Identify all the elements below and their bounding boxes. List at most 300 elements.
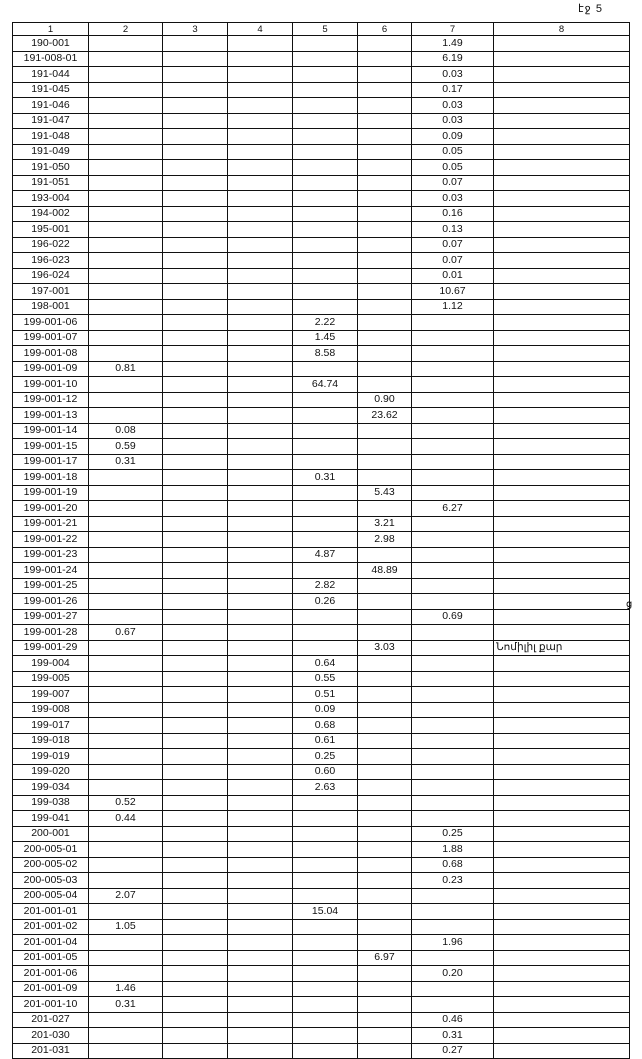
value-cell (412, 547, 494, 563)
note-cell (494, 408, 630, 424)
value-cell (358, 733, 412, 749)
value-cell (89, 36, 163, 52)
note-cell (494, 966, 630, 982)
value-cell (163, 299, 228, 315)
value-cell (163, 935, 228, 951)
value-cell (163, 950, 228, 966)
table-row (13, 346, 630, 362)
value-cell (358, 315, 412, 331)
value-cell (228, 950, 293, 966)
value-cell (293, 950, 358, 966)
value-cell: 0.59 (89, 439, 163, 455)
value-cell (228, 733, 293, 749)
value-cell (358, 1043, 412, 1059)
value-cell (89, 1028, 163, 1044)
value-cell (163, 36, 228, 52)
value-cell (358, 625, 412, 641)
value-cell (293, 981, 358, 997)
value-cell (358, 749, 412, 765)
value-cell (228, 826, 293, 842)
value-cell (228, 113, 293, 129)
table-row (13, 144, 630, 160)
note-cell (494, 594, 633, 610)
value-cell (293, 222, 358, 238)
value-cell: 0.17 (412, 82, 494, 98)
table-row (13, 470, 630, 486)
value-cell (163, 346, 228, 362)
note-cell (494, 315, 630, 331)
note-cell (494, 253, 630, 269)
value-cell: 48.89 (358, 563, 412, 579)
value-cell: 4.87 (293, 547, 358, 563)
table-row (13, 454, 630, 470)
table-row (13, 485, 630, 501)
value-cell: 2.22 (293, 315, 358, 331)
parcel-code-cell: 200-005-03 (13, 873, 89, 889)
value-cell (358, 253, 412, 269)
value-cell (228, 811, 293, 827)
table-row (13, 904, 630, 920)
value-cell (293, 625, 358, 641)
value-cell (293, 36, 358, 52)
parcel-code-cell: 191-045 (13, 82, 89, 98)
value-cell (163, 842, 228, 858)
value-cell (228, 160, 293, 176)
table-header-row (13, 23, 630, 36)
parcel-code-cell: 191-047 (13, 113, 89, 129)
value-cell (89, 191, 163, 207)
value-cell (89, 594, 163, 610)
value-cell (293, 423, 358, 439)
value-cell (412, 346, 494, 362)
note-cell (494, 284, 630, 300)
parcel-code-cell: 199-034 (13, 780, 89, 796)
value-cell (89, 563, 163, 579)
note-cell (494, 361, 630, 377)
value-cell (228, 516, 293, 532)
value-cell (89, 826, 163, 842)
note-cell (494, 485, 630, 501)
table-row (13, 206, 630, 222)
value-cell (412, 625, 494, 641)
value-cell (293, 1012, 358, 1028)
land-parcel-table (12, 22, 633, 1059)
value-cell (163, 67, 228, 83)
value-cell: 0.44 (89, 811, 163, 827)
value-cell (293, 640, 358, 656)
value-cell (163, 454, 228, 470)
value-cell (163, 780, 228, 796)
parcel-code-cell: 199-001-10 (13, 377, 89, 393)
parcel-code-cell: 200-005-01 (13, 842, 89, 858)
value-cell (293, 532, 358, 548)
value-cell (358, 268, 412, 284)
table-row (13, 578, 630, 594)
parcel-code-cell: 199-001-23 (13, 547, 89, 563)
value-cell (293, 144, 358, 160)
value-cell (163, 392, 228, 408)
value-cell (163, 485, 228, 501)
value-cell: 1.96 (412, 935, 494, 951)
table-row (13, 749, 630, 765)
value-cell: 2.98 (358, 532, 412, 548)
value-cell (89, 268, 163, 284)
value-cell (228, 687, 293, 703)
value-cell: 5.43 (358, 485, 412, 501)
value-cell (293, 160, 358, 176)
table-row (13, 609, 630, 625)
table-body (13, 36, 633, 1059)
value-cell (228, 82, 293, 98)
value-cell: 2.63 (293, 780, 358, 796)
value-cell (358, 609, 412, 625)
value-cell: 8.58 (293, 346, 358, 362)
value-cell (228, 501, 293, 517)
table-row (13, 547, 630, 563)
parcel-code-cell: 199-001-13 (13, 408, 89, 424)
value-cell (358, 904, 412, 920)
value-cell: 0.13 (412, 222, 494, 238)
value-cell: 0.03 (412, 98, 494, 114)
value-cell (358, 873, 412, 889)
value-cell (358, 206, 412, 222)
value-cell (89, 578, 163, 594)
value-cell: 6.97 (358, 950, 412, 966)
value-cell (412, 888, 494, 904)
value-cell (163, 919, 228, 935)
value-cell: 0.31 (89, 454, 163, 470)
value-cell (293, 609, 358, 625)
value-cell: 1.88 (412, 842, 494, 858)
value-cell: 0.51 (293, 687, 358, 703)
note-cell (494, 935, 630, 951)
note-cell (494, 547, 630, 563)
table-row (13, 377, 630, 393)
note-cell (494, 1028, 630, 1044)
column-header: 2 (89, 23, 163, 36)
value-cell (163, 144, 228, 160)
value-cell (89, 609, 163, 625)
value-cell: 64.74 (293, 377, 358, 393)
value-cell (228, 547, 293, 563)
value-cell (228, 206, 293, 222)
value-cell (412, 563, 494, 579)
value-cell (358, 439, 412, 455)
value-cell (358, 346, 412, 362)
table-row (13, 222, 630, 238)
value-cell (358, 222, 412, 238)
value-cell (89, 904, 163, 920)
note-cell (494, 160, 630, 176)
table-row (13, 826, 630, 842)
value-cell (358, 888, 412, 904)
value-cell (228, 795, 293, 811)
value-cell (163, 656, 228, 672)
value-cell (163, 764, 228, 780)
value-cell (293, 392, 358, 408)
note-cell (494, 764, 630, 780)
value-cell (358, 361, 412, 377)
note-cell (494, 268, 630, 284)
value-cell: 1.49 (412, 36, 494, 52)
note-cell (494, 1012, 630, 1028)
parcel-code-cell: 195-001 (13, 222, 89, 238)
table-row (13, 733, 630, 749)
value-cell (163, 873, 228, 889)
table-row (13, 981, 630, 997)
value-cell (358, 966, 412, 982)
value-cell (228, 454, 293, 470)
parcel-code-cell: 199-001-08 (13, 346, 89, 362)
value-cell (358, 299, 412, 315)
value-cell (89, 733, 163, 749)
value-cell (358, 67, 412, 83)
value-cell (412, 811, 494, 827)
value-cell (293, 795, 358, 811)
value-cell (358, 191, 412, 207)
value-cell (163, 113, 228, 129)
value-cell (163, 687, 228, 703)
note-cell (494, 175, 630, 191)
table-row (13, 423, 630, 439)
table-row (13, 594, 630, 610)
value-cell (293, 873, 358, 889)
value-cell (412, 656, 494, 672)
parcel-code-cell: 199-001-06 (13, 315, 89, 331)
value-cell (228, 299, 293, 315)
table-row (13, 299, 630, 315)
value-cell (293, 516, 358, 532)
value-cell (163, 129, 228, 145)
value-cell (293, 408, 358, 424)
value-cell (228, 702, 293, 718)
value-cell: 0.26 (293, 594, 358, 610)
note-cell (494, 330, 630, 346)
value-cell (228, 51, 293, 67)
value-cell (412, 470, 494, 486)
parcel-code-cell: 199-001-20 (13, 501, 89, 517)
parcel-code-cell: 190-001 (13, 36, 89, 52)
value-cell (293, 191, 358, 207)
table-row (13, 330, 630, 346)
value-cell (228, 485, 293, 501)
value-cell (412, 733, 494, 749)
value-cell (358, 547, 412, 563)
value-cell (163, 330, 228, 346)
table-row (13, 501, 630, 517)
table-row (13, 780, 630, 796)
value-cell (293, 454, 358, 470)
value-cell (228, 857, 293, 873)
value-cell (293, 935, 358, 951)
value-cell: 0.07 (412, 253, 494, 269)
value-cell (412, 423, 494, 439)
value-cell (228, 346, 293, 362)
table-row (13, 175, 630, 191)
table-row (13, 640, 630, 656)
value-cell: 0.90 (358, 392, 412, 408)
value-cell (163, 501, 228, 517)
value-cell (163, 857, 228, 873)
note-cell (494, 423, 630, 439)
value-cell (293, 253, 358, 269)
value-cell (293, 563, 358, 579)
note-cell (494, 299, 630, 315)
value-cell (89, 253, 163, 269)
parcel-code-cell: 200-005-04 (13, 888, 89, 904)
value-cell: 6.19 (412, 51, 494, 67)
note-cell (494, 98, 630, 114)
value-cell (228, 563, 293, 579)
value-cell (293, 284, 358, 300)
parcel-code-cell: 199-001-14 (13, 423, 89, 439)
parcel-code-cell: 199-001-29 (13, 640, 89, 656)
note-cell (494, 702, 630, 718)
value-cell: 0.52 (89, 795, 163, 811)
value-cell (89, 144, 163, 160)
value-cell (228, 315, 293, 331)
page-number: էջ 5 (578, 3, 603, 15)
value-cell (412, 532, 494, 548)
value-cell (412, 439, 494, 455)
value-cell (412, 315, 494, 331)
value-cell: 0.03 (412, 113, 494, 129)
value-cell: 1.45 (293, 330, 358, 346)
table-row (13, 439, 630, 455)
note-cell (494, 144, 630, 160)
parcel-code-cell: 199-004 (13, 656, 89, 672)
parcel-code-cell: 199-018 (13, 733, 89, 749)
note-cell (494, 206, 630, 222)
value-cell (89, 702, 163, 718)
value-cell (89, 1043, 163, 1059)
parcel-code-cell: 199-001-22 (13, 532, 89, 548)
parcel-code-cell: 201-001-10 (13, 997, 89, 1013)
value-cell (163, 702, 228, 718)
parcel-code-cell: 196-024 (13, 268, 89, 284)
note-cell (494, 516, 630, 532)
note-cell (494, 454, 630, 470)
parcel-code-cell: 199-001-09 (13, 361, 89, 377)
table-row (13, 888, 630, 904)
value-cell (358, 935, 412, 951)
value-cell (358, 129, 412, 145)
value-cell: 0.05 (412, 160, 494, 176)
value-cell (293, 206, 358, 222)
table-row (13, 113, 630, 129)
table-row (13, 253, 630, 269)
value-cell (89, 950, 163, 966)
parcel-code-cell: 199-019 (13, 749, 89, 765)
value-cell (163, 51, 228, 67)
note-cell (494, 687, 630, 703)
value-cell (228, 237, 293, 253)
value-cell (89, 532, 163, 548)
value-cell (89, 330, 163, 346)
value-cell (358, 284, 412, 300)
parcel-code-cell: 201-001-01 (13, 904, 89, 920)
value-cell (163, 547, 228, 563)
parcel-code-cell: 199-001-24 (13, 563, 89, 579)
value-cell (293, 98, 358, 114)
parcel-code-cell: 197-001 (13, 284, 89, 300)
parcel-code-cell: 199-007 (13, 687, 89, 703)
value-cell (228, 578, 293, 594)
value-cell (228, 625, 293, 641)
value-cell (358, 702, 412, 718)
value-cell (412, 578, 494, 594)
value-cell: 0.03 (412, 67, 494, 83)
value-cell (163, 594, 228, 610)
value-cell (358, 687, 412, 703)
parcel-code-cell: 199-001-12 (13, 392, 89, 408)
value-cell (412, 594, 494, 610)
value-cell (358, 857, 412, 873)
table-row (13, 1012, 630, 1028)
value-cell (163, 206, 228, 222)
value-cell (412, 377, 494, 393)
value-cell (163, 625, 228, 641)
parcel-code-cell: 201-027 (13, 1012, 89, 1028)
value-cell (163, 1012, 228, 1028)
table-row (13, 191, 630, 207)
value-cell (358, 377, 412, 393)
value-cell (89, 547, 163, 563)
value-cell: 0.25 (412, 826, 494, 842)
value-cell (89, 1012, 163, 1028)
value-cell (412, 950, 494, 966)
value-cell (89, 284, 163, 300)
value-cell (412, 749, 494, 765)
parcel-code-cell: 201-001-04 (13, 935, 89, 951)
value-cell (293, 51, 358, 67)
value-cell (89, 718, 163, 734)
table-row (13, 563, 630, 579)
note-cell (494, 129, 630, 145)
table-row (13, 392, 630, 408)
value-cell (358, 1028, 412, 1044)
value-cell (163, 811, 228, 827)
table-row (13, 702, 630, 718)
value-cell (89, 315, 163, 331)
value-cell (228, 764, 293, 780)
table-row (13, 532, 630, 548)
column-header: 4 (228, 23, 293, 36)
value-cell (163, 733, 228, 749)
value-cell (358, 656, 412, 672)
value-cell (89, 237, 163, 253)
value-cell (358, 237, 412, 253)
value-cell (358, 826, 412, 842)
value-cell (358, 454, 412, 470)
value-cell (89, 470, 163, 486)
value-cell (163, 175, 228, 191)
value-cell: 0.20 (412, 966, 494, 982)
value-cell (89, 780, 163, 796)
parcel-code-cell: 191-049 (13, 144, 89, 160)
value-cell (293, 888, 358, 904)
value-cell (89, 346, 163, 362)
value-cell (89, 656, 163, 672)
value-cell: 1.12 (412, 299, 494, 315)
value-cell (163, 640, 228, 656)
value-cell (163, 284, 228, 300)
table-row (13, 795, 630, 811)
value-cell (163, 361, 228, 377)
note-cell (494, 873, 630, 889)
value-cell (163, 1043, 228, 1059)
value-cell (358, 919, 412, 935)
